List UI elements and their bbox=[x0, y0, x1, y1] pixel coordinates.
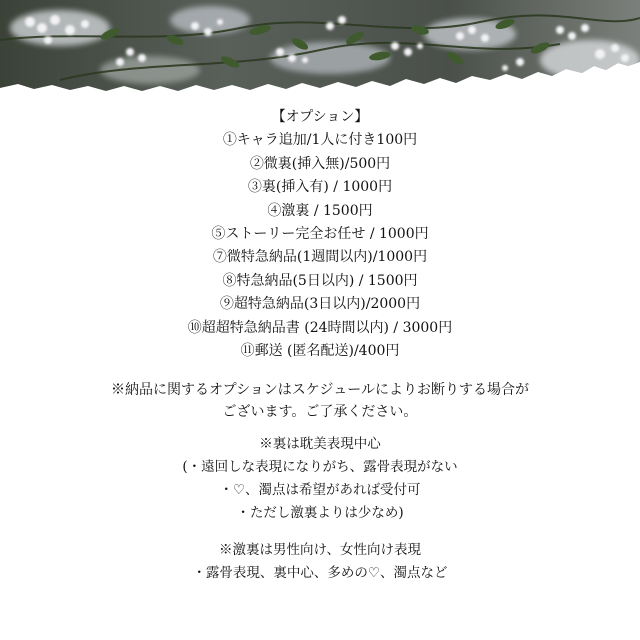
option-item: ⑧特急納品(5日以内) / 1500円 bbox=[222, 272, 418, 289]
gekiura-note-title: ※激裏は男性向け、女性向け表現 bbox=[219, 542, 421, 559]
ura-note-line: ・ただし激裏よりは少なめ) bbox=[236, 505, 404, 522]
delivery-note-line: ございます。ご了承ください。 bbox=[222, 404, 418, 421]
ura-note-line: (・遠回しな表現になりがち、露骨表現がない bbox=[182, 459, 458, 476]
gekiura-note-line: ・露骨表現、裏中心、多めの♡、濁点など bbox=[192, 565, 448, 582]
option-item: ⑪郵送 (匿名配送)/400円 bbox=[240, 343, 400, 360]
flower-banner-image bbox=[0, 0, 640, 92]
options-title: 【オプション】 bbox=[271, 109, 369, 125]
ura-note-line: ・♡、濁点は希望があれば受付可 bbox=[219, 482, 421, 499]
ura-note-title: ※裏は耽美表現中心 bbox=[259, 436, 381, 453]
option-item: ⑩超超特急納品書 (24時間以内) / 3000円 bbox=[187, 319, 453, 336]
options-text-block bbox=[0, 106, 640, 585]
option-item: ⑦微特急納品(1週間以内)/1000円 bbox=[212, 249, 428, 266]
option-item: ②微裏(挿入無)/500円 bbox=[249, 155, 391, 172]
option-item: ⑨超特急納品(3日以内)/2000円 bbox=[219, 296, 421, 313]
option-item: ④激裏 / 1500円 bbox=[267, 202, 373, 219]
option-item: ①キャラ追加/1人に付き100円 bbox=[222, 132, 418, 149]
option-item: ③裏(挿入有) / 1000円 bbox=[247, 179, 393, 196]
option-item: ⑤ストーリー完全お任せ / 1000円 bbox=[211, 226, 429, 243]
delivery-note-line: ※納品に関するオプションはスケジュールによりお断りする場合が bbox=[111, 382, 529, 399]
